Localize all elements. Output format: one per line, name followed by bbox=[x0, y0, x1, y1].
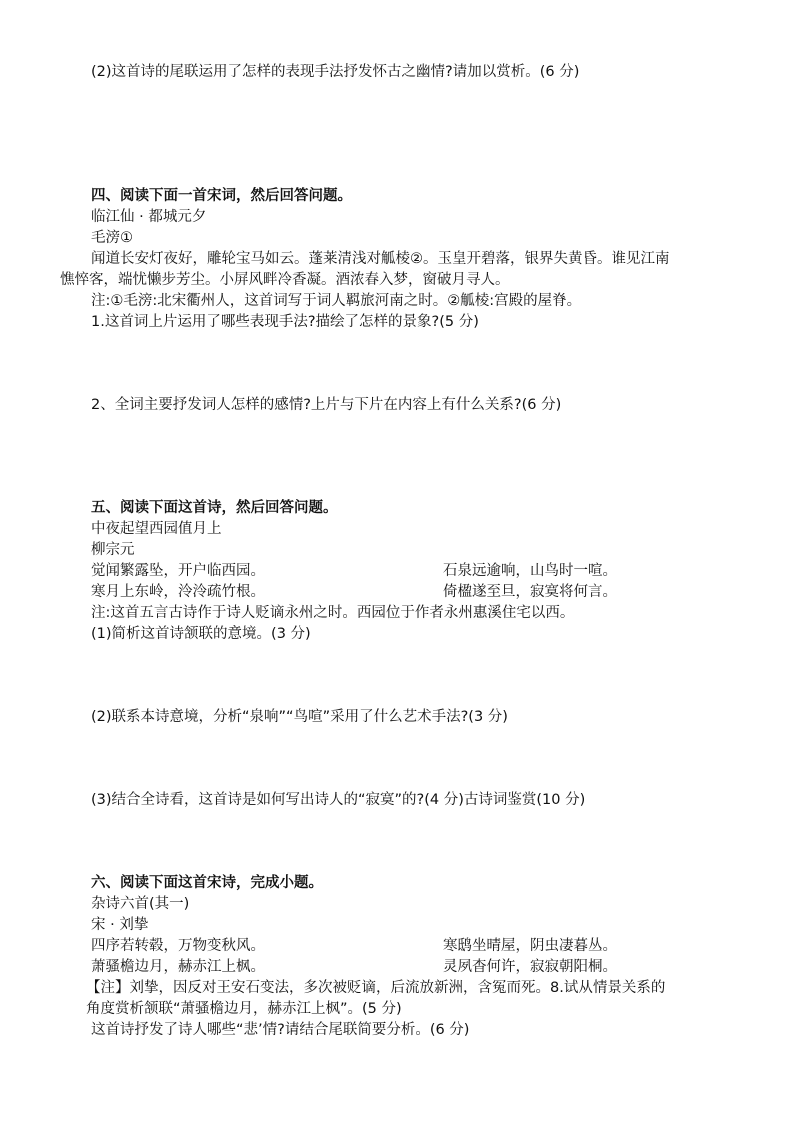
poem-couplet: 倚楹遂至旦，寂寞将何言。 bbox=[443, 584, 617, 600]
question-5-sub-2: (2)联系本诗意境，分析“泉响”“鸟喧”采用了什么艺术手法?(3 分) bbox=[91, 709, 508, 725]
section-6-heading: 六、阅读下面这首宋诗，完成小题。 bbox=[91, 875, 323, 891]
poem-couplet: 寒鸱坐晴屋，阴虫凄暮丛。 bbox=[443, 938, 617, 954]
question-5-sub-3: (3)结合全诗看，这首诗是如何写出诗人的“寂寞”的?(4 分)古诗词鉴赏(10 分) bbox=[91, 792, 586, 808]
poem-couplet: 寒月上东岭，泠泠疏竹根。 bbox=[91, 584, 265, 600]
question-4-2: 2、全词主要抒发词人怎样的感情?上片与下片在内容上有什么关系?(6 分) bbox=[91, 397, 562, 413]
question-4-1: 1.这首词上片运用了哪些表现手法?描绘了怎样的景象?(5 分) bbox=[91, 314, 479, 330]
poem-couplet: 四序若转毂，万物变秋风。 bbox=[91, 938, 265, 954]
poem-title: 杂诗六首(其一) bbox=[91, 896, 190, 912]
poem-title: 临江仙 · 都城元夕 bbox=[91, 209, 207, 225]
question-5-sub-1: (1)简析这首诗颔联的意境。(3 分) bbox=[91, 626, 311, 642]
poem-note: 【注】刘挚，因反对王安石变法，多次被贬谪，后流放新洲，含冤而死。8.试从情景关系的 bbox=[86, 980, 666, 996]
poem-author: 毛滂① bbox=[91, 230, 133, 246]
poem-text-line: 闻道长安灯夜好，雕轮宝马如云。蓬莱清浅对觚棱②。玉皇开碧落，银界失黄昏。谁见江南 bbox=[91, 251, 670, 267]
section-4-heading: 四、阅读下面一首宋词，然后回答问题。 bbox=[91, 188, 352, 204]
section-5-heading: 五、阅读下面这首诗，然后回答问题。 bbox=[91, 500, 338, 516]
poem-text-line: 憔悴客，端忧懒步芳尘。小屏风畔冷香凝。酒浓春入梦，窗破月寻人。 bbox=[60, 272, 510, 288]
poem-couplet: 灵夙杳何许，寂寂朝阳桐。 bbox=[443, 959, 617, 975]
poem-note: 注:这首五言古诗作于诗人贬谪永州之时。西园位于作者永州惠溪住宅以西。 bbox=[91, 605, 575, 621]
poem-couplet: 石泉远逾响，山鸟时一喧。 bbox=[443, 563, 617, 579]
question-6-9: 这首诗抒发了诗人哪些“悲’情?请结合尾联简要分析。(6 分) bbox=[91, 1022, 470, 1038]
question-3-sub-2: (2)这首诗的尾联运用了怎样的表现手法抒发怀古之幽情?请加以赏析。(6 分) bbox=[91, 64, 580, 80]
poem-title: 中夜起望西园值月上 bbox=[91, 521, 222, 537]
poem-author: 柳宗元 bbox=[91, 542, 135, 558]
poem-couplet: 萧骚檐边月，赫赤江上枫。 bbox=[91, 959, 265, 975]
question-6-8: 角度赏析颔联“萧骚檐边月，赫赤江上枫”。(5 分) bbox=[86, 1001, 402, 1017]
poem-note: 注:①毛滂:北宋衢州人，这首词写于词人羁旅河南之时。②觚棱:宫殿的屋脊。 bbox=[91, 293, 582, 309]
poem-author: 宋 · 刘挚 bbox=[91, 917, 149, 933]
poem-couplet: 觉闻繁露坠，开户临西园。 bbox=[91, 563, 265, 579]
